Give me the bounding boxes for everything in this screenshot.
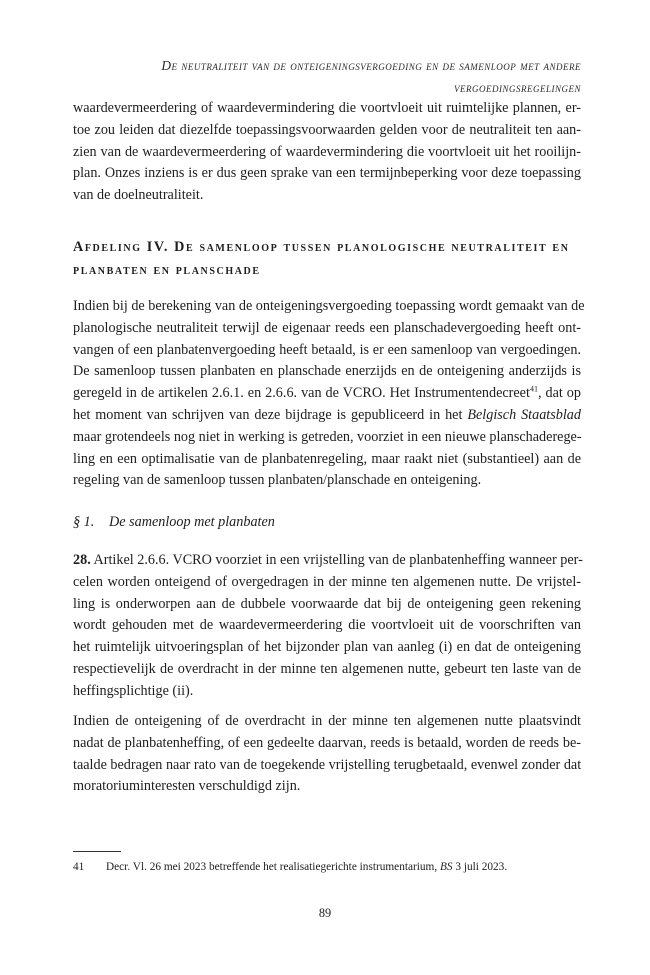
publication-title: Belgisch Staatsblad	[467, 406, 581, 423]
footnote-divider	[73, 851, 121, 852]
text-line: vangen of een planbatenvergoeding heeft betaald, is er een samenloop van vergoedingen.	[73, 341, 581, 358]
text-line	[73, 405, 581, 427]
text-line: het ruimtelijk uitvoeringsplan of het bijzonder plan van aanleg (i) en dat de onteigening	[73, 639, 581, 656]
text-line: De samenloop tussen planbaten en planschade enerzijds en de onteigening anderzijds is	[73, 363, 581, 380]
paragraph-samenloop	[73, 296, 585, 492]
footnote	[73, 859, 581, 875]
section-heading-line-2: planbaten en planschade	[73, 262, 261, 278]
text-line: respectievelijk de overdracht in der minne ten algemenen nutte, gebeurt ten laste van de	[73, 660, 581, 677]
text-line: plan. Onzes inziens is er dus geen sprake van een termijnbeperking voor deze toepassing	[73, 165, 581, 182]
running-head	[61, 55, 581, 99]
text-line: maar grotendeels nog niet in werking is getreden, voorziet in een nieuwe planschaderege-	[73, 428, 582, 445]
subsection-title: De samenloop met planbaten	[109, 514, 275, 530]
text-line: taalde bedragen naar rato van de toegekende vrijstelling terugbetaald, evenwel zonder dat	[73, 756, 582, 773]
text-line: van de doelneutraliteit.	[73, 187, 204, 204]
text-line: waardevermeerdering of waardevermindering die voortvloeit uit ruimtelijke plannen, er-	[73, 100, 581, 116]
section-heading-line-1: Afdeling IV. De samenloop tussen planologische neutraliteit en	[73, 239, 570, 255]
text-line: zien van de waardevermeerdering of waardevermindering die voortvloeit uit het rooilijn-	[73, 143, 581, 160]
footnote-number: 41	[73, 861, 85, 873]
text-line	[73, 550, 581, 572]
text-line: planologische neutraliteit terwijl de eigenaar reeds een planschadevergoeding heeft ont-	[73, 319, 581, 336]
footnote-text-end: 3 juli 2023.	[452, 861, 508, 873]
paragraph-terugbetaling	[73, 711, 581, 798]
footnote-text: Decr. Vl. 26 mei 2023 betreffende het realisatiegerichte instrumentarium,	[106, 861, 440, 873]
running-head-line-2: vergoedingsregelingen	[454, 80, 581, 95]
text-line: ling is onderworpen aan de dubbele voorwaarde dat bij de onteigening geen rekening	[73, 595, 581, 612]
text-segment: , dat op	[537, 385, 581, 402]
paragraph-continued	[73, 98, 581, 207]
text-line: toe zou leiden dat diezelfde toepassingsvoorwaarden gelden voor de neutraliteit ten aan-	[73, 121, 581, 138]
text-line: regeling van de samenloop tussen planbaten/planschade en onteigening.	[73, 472, 482, 489]
text-segment: geregeld in de artikelen 2.6.1. en 2.6.6. van de VCRO. Het Instrumentendecreet	[73, 385, 530, 402]
subsection-heading	[73, 512, 581, 532]
paragraph-number: 28.	[73, 552, 91, 568]
text-line: celen worden onteigend of overgedragen in der minne ten algemenen nutte. De vrijstel-	[73, 573, 581, 590]
footnote-reference[interactable]: 41	[529, 384, 538, 394]
text-line: wordt gehouden met de waardevermeerdering die voortvloeit uit de voorschriften van	[73, 617, 581, 634]
text-line: nadat de planbatenheffing, of een gedeelte daarvan, reeds is betaald, worden de reeds be-	[73, 734, 581, 751]
text-line: Indien bij de berekening van de onteigeningsvergoeding toepassing wordt gemaakt van de	[73, 298, 585, 314]
text-line-with-footnote-ref	[73, 383, 581, 405]
text-line: heffingsplichtige (ii).	[73, 682, 194, 699]
text-line: ling en een optimalisatie van de planbatenregeling, maar raakt niet (substantieel) aan de	[73, 450, 581, 467]
footnote-abbreviation: BS	[439, 861, 453, 873]
text-segment: Artikel 2.6.6. VCRO voorziet in een vrijstelling van de planbatenheffing wanneer per-	[90, 552, 583, 568]
text-line: Indien de onteigening of de overdracht in der minne ten algemenen nutte plaatsvindt	[73, 713, 581, 729]
text-line: moratoriuminteresten verschuldigd zijn.	[73, 778, 301, 795]
text-segment: het moment van schrijven van deze bijdrage is gepubliceerd in het	[73, 406, 468, 423]
subsection-number: § 1.	[73, 514, 95, 530]
section-heading	[73, 236, 581, 282]
running-head-line-1: De neutraliteit van de onteigeningsvergoeding en de samenloop met andere	[161, 58, 581, 73]
paragraph-28	[73, 550, 581, 703]
page-number: 89	[318, 906, 332, 920]
